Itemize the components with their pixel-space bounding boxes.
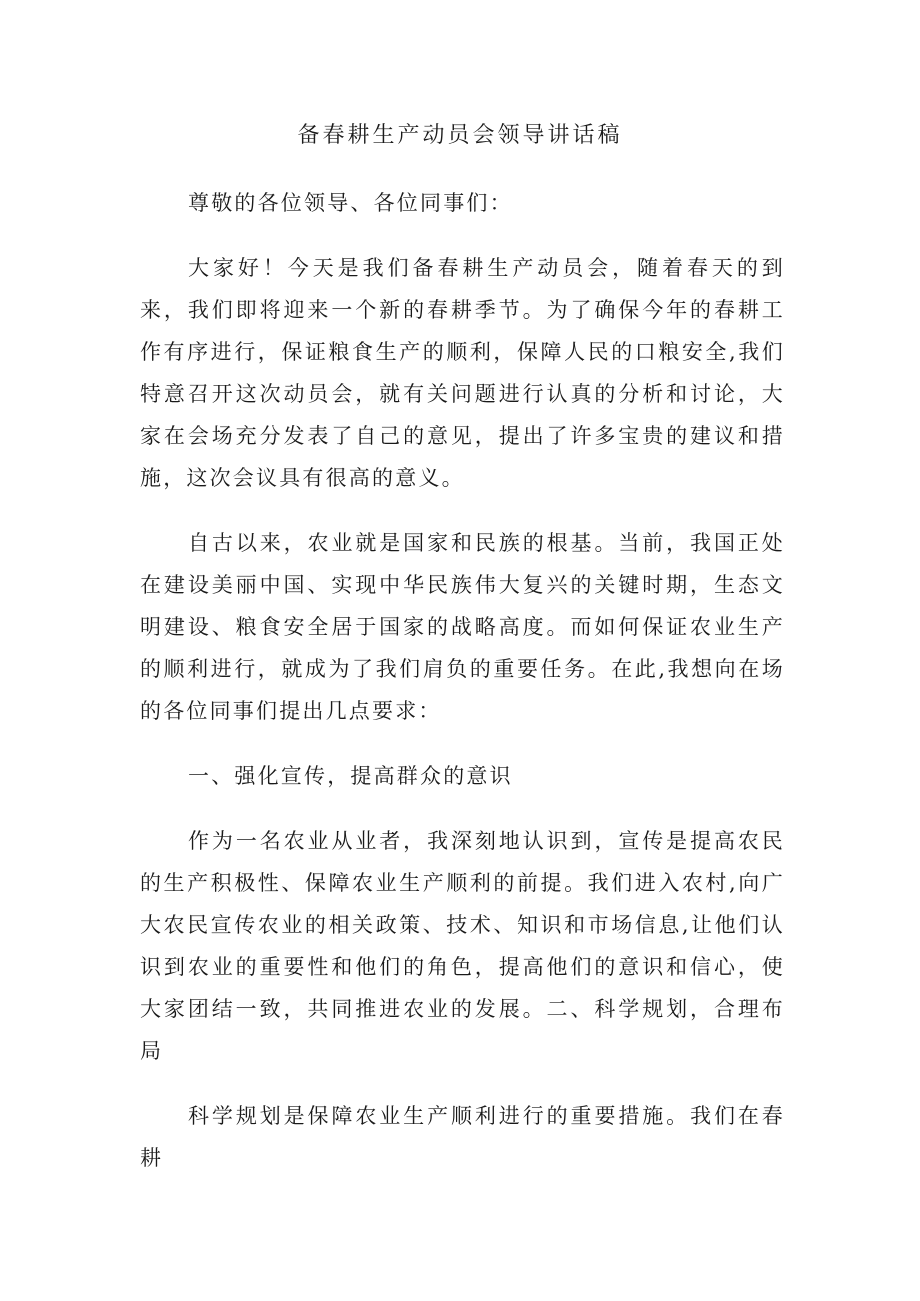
document-body xyxy=(140,182,785,1202)
paragraph-opening: 大家好！今天是我们备春耕生产动员会，随着春天的到来，我们即将迎来一个新的春耕季节。为了确保今年的春耕工作有序进行，保证粮食生产的顺利，保障人民的口粮安全,我们特意召开这次动员会，就有关问题进行认真的分析和讨论，大家在会场充分发表了自己的意见，提出了许多宝贵的建议和措施，这次会议具有很高的意义。 xyxy=(140,256,785,490)
paragraph-background: 自古以来，农业就是国家和民族的根基。当前，我国正处在建设美丽中国、实现中华民族伟大复兴的关键时期，生态文明建设、粮食安全居于国家的战略高度。而如何保证农业生产的顺利进行，就成为了我们肩负的重要任务。在此,我想向在场的各位同事们提出几点要求： xyxy=(140,531,785,723)
salutation: 尊敬的各位领导、各位同事们： xyxy=(188,191,513,215)
document-title: 备春耕生产动员会领导讲话稿 xyxy=(297,123,623,148)
paragraph-publicity: 作为一名农业从业者，我深刻地认识到，宣传是提高农民的生产积极性、保障农业生产顺利的前提。我们进入农村,向广大农民宣传农业的相关政策、技术、知识和市场信息,让他们认识到农业的重要性和他们的角色，提高他们的意识和信心，使大家团结一致，共同推进农业的发展。二、科学规划，合理布局 xyxy=(140,829,785,1063)
section-heading-1: 一、强化宣传，提高群众的意识 xyxy=(188,764,513,788)
paragraph-planning: 科学规划是保障农业生产顺利进行的重要措施。我们在春耕 xyxy=(140,1104,785,1170)
